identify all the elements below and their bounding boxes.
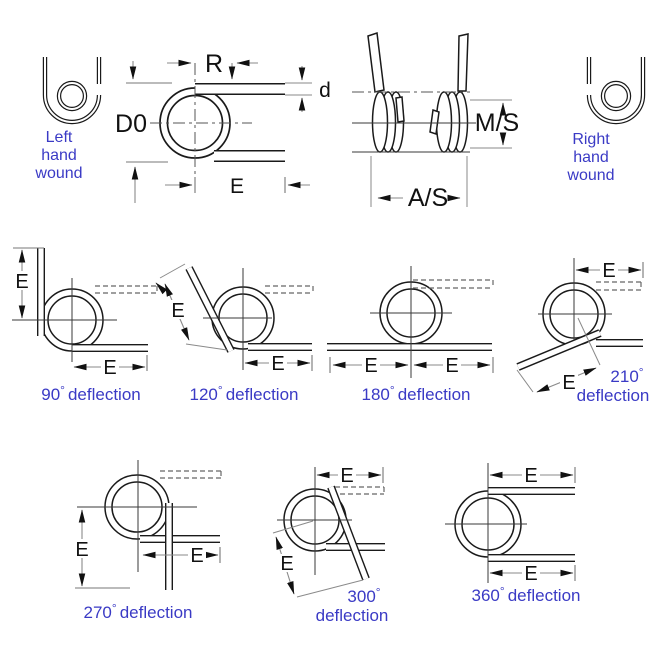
caption-300-word: deflection xyxy=(315,606,389,625)
dim-label-E-300-top: E xyxy=(340,465,354,487)
right-wound-line3: wound xyxy=(567,167,615,184)
caption-210-angle: 210° xyxy=(610,365,644,386)
dim-label-E-120-leg: E xyxy=(171,300,185,322)
caption-360-deflection: 360° deflection xyxy=(471,584,581,605)
right-wound-line1: Right xyxy=(572,131,610,148)
right-wound-line2: hand xyxy=(573,149,609,166)
spring-90-deflection xyxy=(12,248,162,379)
spring-270-deflection xyxy=(73,460,221,590)
spring-120-deflection xyxy=(160,264,313,375)
dim-label-E-270-bottom: E xyxy=(190,545,204,567)
caption-120-deflection: 120° deflection xyxy=(189,383,299,404)
right-wound-icon xyxy=(589,57,643,122)
dim-label-d: d xyxy=(319,79,331,102)
left-wound-line2: hand xyxy=(41,147,77,164)
dim-label-E-360-bottom: E xyxy=(524,563,538,585)
left-wound-label xyxy=(34,129,82,182)
dim-label-R: R xyxy=(204,50,224,78)
dim-label-E-main: E xyxy=(229,175,245,198)
dim-label-AS: A/S xyxy=(407,184,449,212)
dim-label-E-180-right: E xyxy=(445,355,459,377)
left-wound-line3: wound xyxy=(35,165,83,182)
dim-label-E-90-bottom: E xyxy=(103,357,117,379)
dim-label-E-360-top: E xyxy=(524,465,538,487)
caption-180-deflection: 180° deflection xyxy=(361,383,471,404)
left-wound-icon xyxy=(45,57,99,122)
dim-label-E-90-left: E xyxy=(15,271,29,293)
dim-label-MS: M/S xyxy=(474,109,520,137)
dim-label-E-300-leg: E xyxy=(280,553,294,575)
side-view-diagram xyxy=(352,33,519,212)
dim-label-E-180-left: E xyxy=(364,355,378,377)
main-spring-diagram xyxy=(115,50,331,203)
right-wound-label xyxy=(566,131,614,184)
spring-300-deflection xyxy=(273,465,385,597)
caption-90-deflection: 90° deflection xyxy=(41,383,141,404)
spring-360-deflection xyxy=(445,463,575,585)
dim-label-E-270-left: E xyxy=(75,539,89,561)
caption-270-deflection: 270° deflection xyxy=(83,601,193,622)
dim-label-E-120-bottom: E xyxy=(271,353,285,375)
caption-300-angle: 300° xyxy=(347,585,381,606)
caption-210-word: deflection xyxy=(576,386,650,405)
dim-label-E-210-leg: E xyxy=(562,372,576,394)
dim-label-D0: D0 xyxy=(115,110,147,138)
spring-180-deflection xyxy=(327,266,493,378)
left-wound-line1: Left xyxy=(45,129,73,146)
dim-label-E-210-top: E xyxy=(602,260,616,282)
